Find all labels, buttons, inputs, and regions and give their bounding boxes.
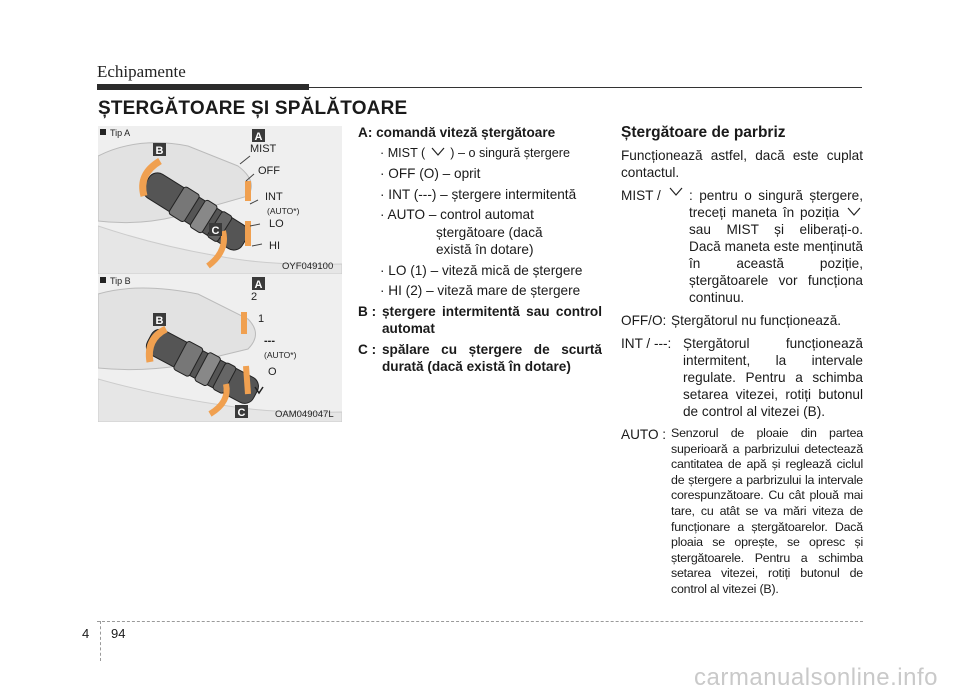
- label-dash: ---: [264, 335, 275, 347]
- marker-b: B: [155, 145, 164, 157]
- legend-a-title: A: comandă viteză ștergătoare: [358, 125, 556, 140]
- chapter-number: 4: [82, 626, 90, 641]
- legend-item-int: · INT (---) – ștergere intermitentă: [380, 186, 577, 202]
- section-title: ȘTERGĂTOARE ȘI SPĂLĂTOARE: [98, 98, 408, 119]
- marker-c: C: [237, 407, 246, 419]
- legend-item-auto-line3: există în dotare): [436, 242, 534, 257]
- legend-item-off: · OFF (O) – oprit: [380, 166, 481, 181]
- mist-chevron-icon: [667, 187, 685, 196]
- label-lo: LO: [269, 218, 284, 230]
- wiper-title: Ștergătoare de parbriz: [621, 124, 786, 141]
- label-int: INT: [265, 191, 283, 203]
- legend-item-auto: · AUTO – control automat: [380, 207, 534, 222]
- label-hi: HI: [269, 240, 280, 252]
- wiper-stalk-illustration-a: [98, 126, 342, 274]
- label-auto: (AUTO*): [264, 350, 297, 360]
- figure-b-code: OAM049047L: [275, 409, 334, 420]
- figure-tip-b: [98, 274, 342, 422]
- term-mist: MIST / : pentru o singură ștergere, treceți maneta în poziția sau MIST și eliberați-o. Dacă maneta este menținută în această poziție, ștergătoarele vor funcționa continuu.: [621, 188, 863, 305]
- legend-c: C : spălare cu ștergere de scurtă durată (dacă există în dotare): [358, 341, 602, 374]
- marker-a: A: [254, 131, 263, 143]
- legend-item-hi: · HI (2) – viteză mare de ștergere: [380, 283, 581, 298]
- term-int: INT / ---: Ștergătorul funcționează intermitent, la intervale regulate. Pentru a schimba setarea vitezei, rotiți butonul de control al vitezei (B).: [621, 336, 863, 419]
- control-legend: [358, 124, 602, 376]
- figure-a-tip: Tip A: [100, 128, 130, 138]
- label-2: 2: [251, 291, 258, 303]
- label-o: O: [268, 366, 277, 378]
- legend-b: B : ștergere intermitentă sau control automat: [358, 303, 602, 336]
- label-mist: MIST: [250, 143, 277, 155]
- legend-item-auto-line2: ștergătoare (dacă: [436, 224, 543, 240]
- mist-chevron-icon: [429, 147, 447, 156]
- figure-tip-a: [98, 126, 342, 274]
- legend-item-lo: · LO (1) – viteză mică de ștergere: [380, 262, 583, 278]
- marker-b: B: [155, 315, 164, 327]
- footer-rule: [97, 621, 863, 622]
- header-rule-thin: [309, 87, 862, 88]
- watermark: carmanualsonline.info: [694, 664, 938, 691]
- label-off: OFF: [258, 165, 280, 177]
- header-rule-thick: [97, 84, 309, 90]
- wiper-stalk-illustration-b: [98, 274, 342, 422]
- legend-item-mist: · MIST ( ) – o singură ștergere: [380, 145, 570, 160]
- chapter-title: Echipamente: [97, 62, 186, 81]
- label-auto: (AUTO*): [267, 206, 300, 216]
- marker-a: A: [254, 279, 263, 291]
- wiper-intro: Funcționează astfel, dacă este cuplat contactul.: [621, 148, 863, 180]
- page-number: 94: [111, 626, 126, 641]
- wiper-section: [621, 124, 863, 598]
- term-off: OFF/O: Ștergătorul nu funcționează.: [621, 313, 842, 328]
- marker-c: C: [211, 225, 220, 237]
- mist-chevron-icon: [845, 207, 863, 216]
- label-1: 1: [258, 313, 265, 325]
- footer-divider: [100, 621, 101, 661]
- figure-b-tip: Tip B: [100, 276, 131, 286]
- figure-a-code: OYF049100: [282, 261, 334, 272]
- term-auto: AUTO : Senzorul de ploaie din partea superioară a parbrizului detectează cantitatea de apă și reglează ciclul de ștergere a parbrizului la intervale corespunzătoare. Cu cât plouă mai tare, cu atât se va mări viteza de funcționare a ștergătoarelor. Dacă ploaia se oprește, se opresc și ștergătoarele. Pentru a schimba setarea vitezei, rotiți butonul de control al vitezei (B).: [621, 426, 863, 596]
